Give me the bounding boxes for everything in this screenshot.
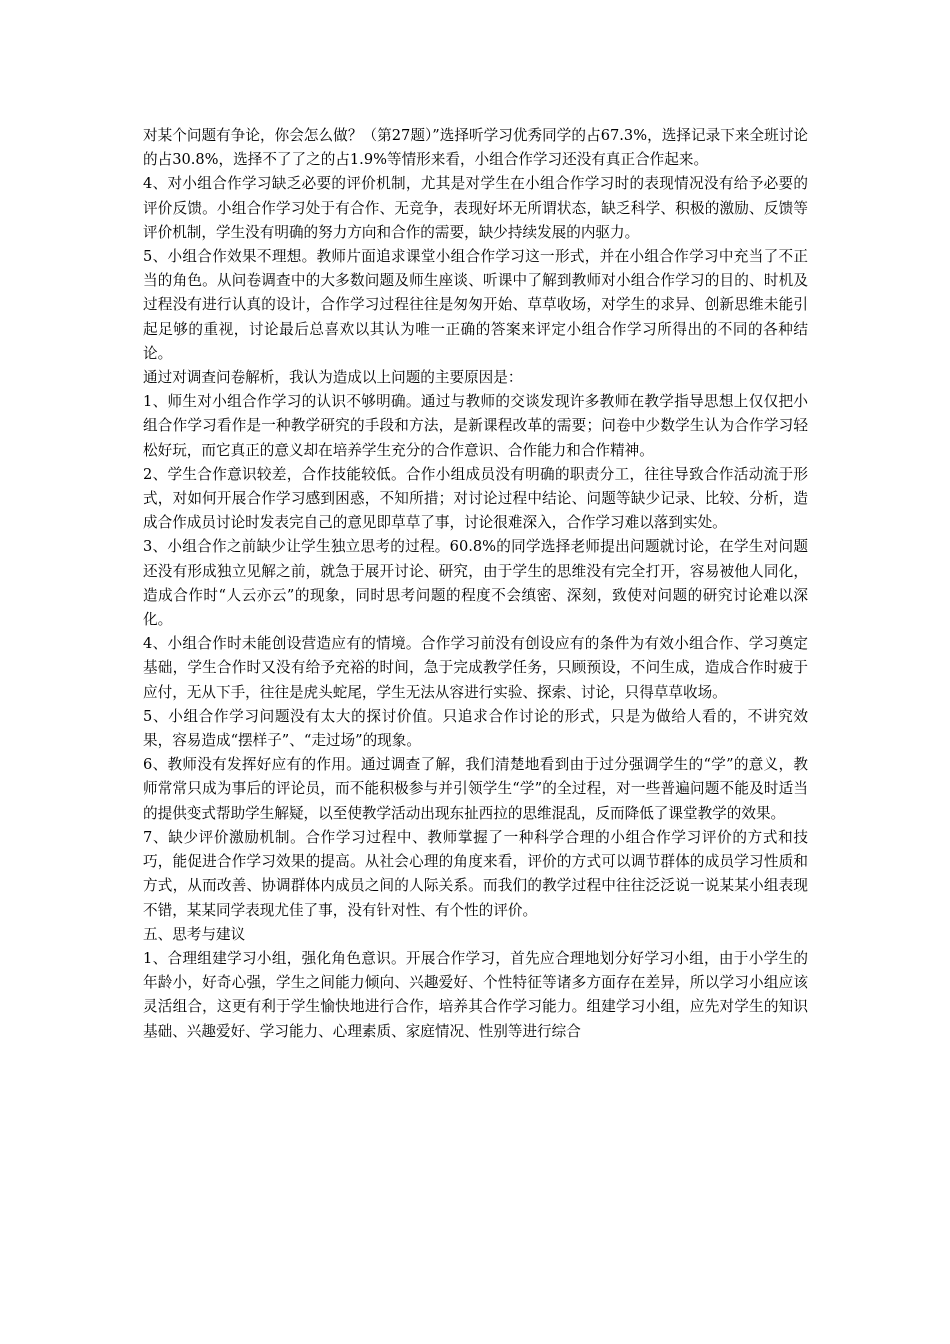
section-heading-suggestions: 五、思考与建议 [143,925,246,943]
document-body [143,124,808,1044]
paragraph-cause-4: 4、小组合作时未能创设营造应有的情境。合作学习前没有创设应有的条件为有效小组合作、学习奠定基础，学生合作时又没有给予充裕的时间，急于完成教学任务，只顾预设，不问生成，造成合作时疲于应付，无从下手，往往是虎头蛇尾，学生无法从容进行实验、探索、讨论，只得草草收场。 [143,635,808,701]
paragraph-cause-2: 2、学生合作意识较差，合作技能较低。合作小组成员没有明确的职责分工，往往导致合作活动流于形式，对如何开展合作学习感到困惑，不知所措；对讨论过程中结论、问题等缺少记录、比较、分析，造成合作成员讨论时发表完自己的意见即草草了事，讨论很难深入，合作学习难以落到实处。 [143,465,808,532]
paragraph-cause-6: 6、教师没有发挥好应有的作用。通过调查了解，我们清楚地看到由于过分强调学生的“学”的意义，教师常常只成为事后的评论员，而不能积极参与并引领学生“学”的全过程，对一些普遍问题不能及时适当的提供变式帮助学生解疑，以至使教学活动出现东扯西拉的思维混乱，反而降低了课堂教学的效果。 [143,756,808,822]
paragraph-cause-intro: 通过对调查问卷解析，我认为造成以上问题的主要原因是： [143,369,523,387]
paragraph-cause-7: 7、缺少评价激励机制。合作学习过程中、教师掌握了一种科学合理的小组合作学习评价的方式和技巧，能促进合作学习效果的提高。从社会心理的角度来看，评价的方式可以调节群体的成员学习性质和方式，从而改善、协调群体内成员之间的人际关系。而我们的教学过程中往往泛泛说一说某某小组表现不错，某某同学表现尤佳了事，没有针对性、有个性的评价。 [143,828,808,919]
paragraph-problem-4: 4、对小组合作学习缺乏必要的评价机制，尤其是对学生在小组合作学习时的表现情况没有给予必要的评价反馈。小组合作学习处于有合作、无竞争，表现好坏无所谓状态，缺乏科学、积极的激励、反馈等评价机制，学生没有明确的努力方向和合作的需要，缺少持续发展的内驱力。 [143,175,808,241]
paragraph-survey-result: 对某个问题有争论，你会怎么做？（第27题）”选择听学习优秀同学的占67.3%，选择记录下来全班讨论的占30.8%，选择不了了之的占1.9%等情形来看，小组合作学习还没有真正合作起来。 [143,127,808,169]
paragraph-cause-5: 5、小组合作学习问题没有太大的探讨价值。只追求合作讨论的形式，只是为做给人看的，不讲究效果，容易造成“摆样子”、“走过场”的现象。 [143,707,808,750]
paragraph-problem-5: 5、小组合作效果不理想。教师片面追求课堂小组合作学习这一形式，并在小组合作学习中充当了不正当的角色。从问卷调查中的大多数问题及师生座谈、听课中了解到教师对小组合作学习的目的、时机及过程没有进行认真的设计，合作学习过程往往是匆匆开始、草草收场，对学生的求异、创新思维未能引起足够的重视，讨论最后总喜欢以其认为唯一正确的答案来评定小组合作学习所得出的不同的各种结论。 [143,248,808,362]
paragraph-suggestion-1: 1、合理组建学习小组，强化角色意识。开展合作学习，首先应合理地划分好学习小组，由于小学生的年龄小，好奇心强，学生之间能力倾向、兴趣爱好、个性特征等诸多方面存在差异，所以学习小组应该灵活组合，这更有利于学生愉快地进行合作，培养其合作学习能力。组建学习小组，应先对学生的知识基础、兴趣爱好、学习能力、心理素质、家庭情况、性别等进行综合 [143,949,808,1040]
paragraph-cause-1: 1、师生对小组合作学习的认识不够明确。通过与教师的交谈发现许多教师在教学指导思想上仅仅把小组合作学习看作是一种教学研究的手段和方法，是新课程改革的需要；问卷中少数学生认为合作学习轻松好玩，而它真正的意义却在培养学生充分的合作意识、合作能力和合作精神。 [143,393,808,459]
paragraph-cause-3: 3、小组合作之前缺少让学生独立思考的过程。60.8%的同学选择老师提出问题就讨论，在学生对问题还没有形成独立见解之前，就急于展开讨论、研究，由于学生的思维没有完全打开，容易被他人同化，造成合作时“人云亦云”的现象，同时思考问题的程度不会缜密、深刻，致使对问题的研究讨论难以深化。 [143,538,808,629]
